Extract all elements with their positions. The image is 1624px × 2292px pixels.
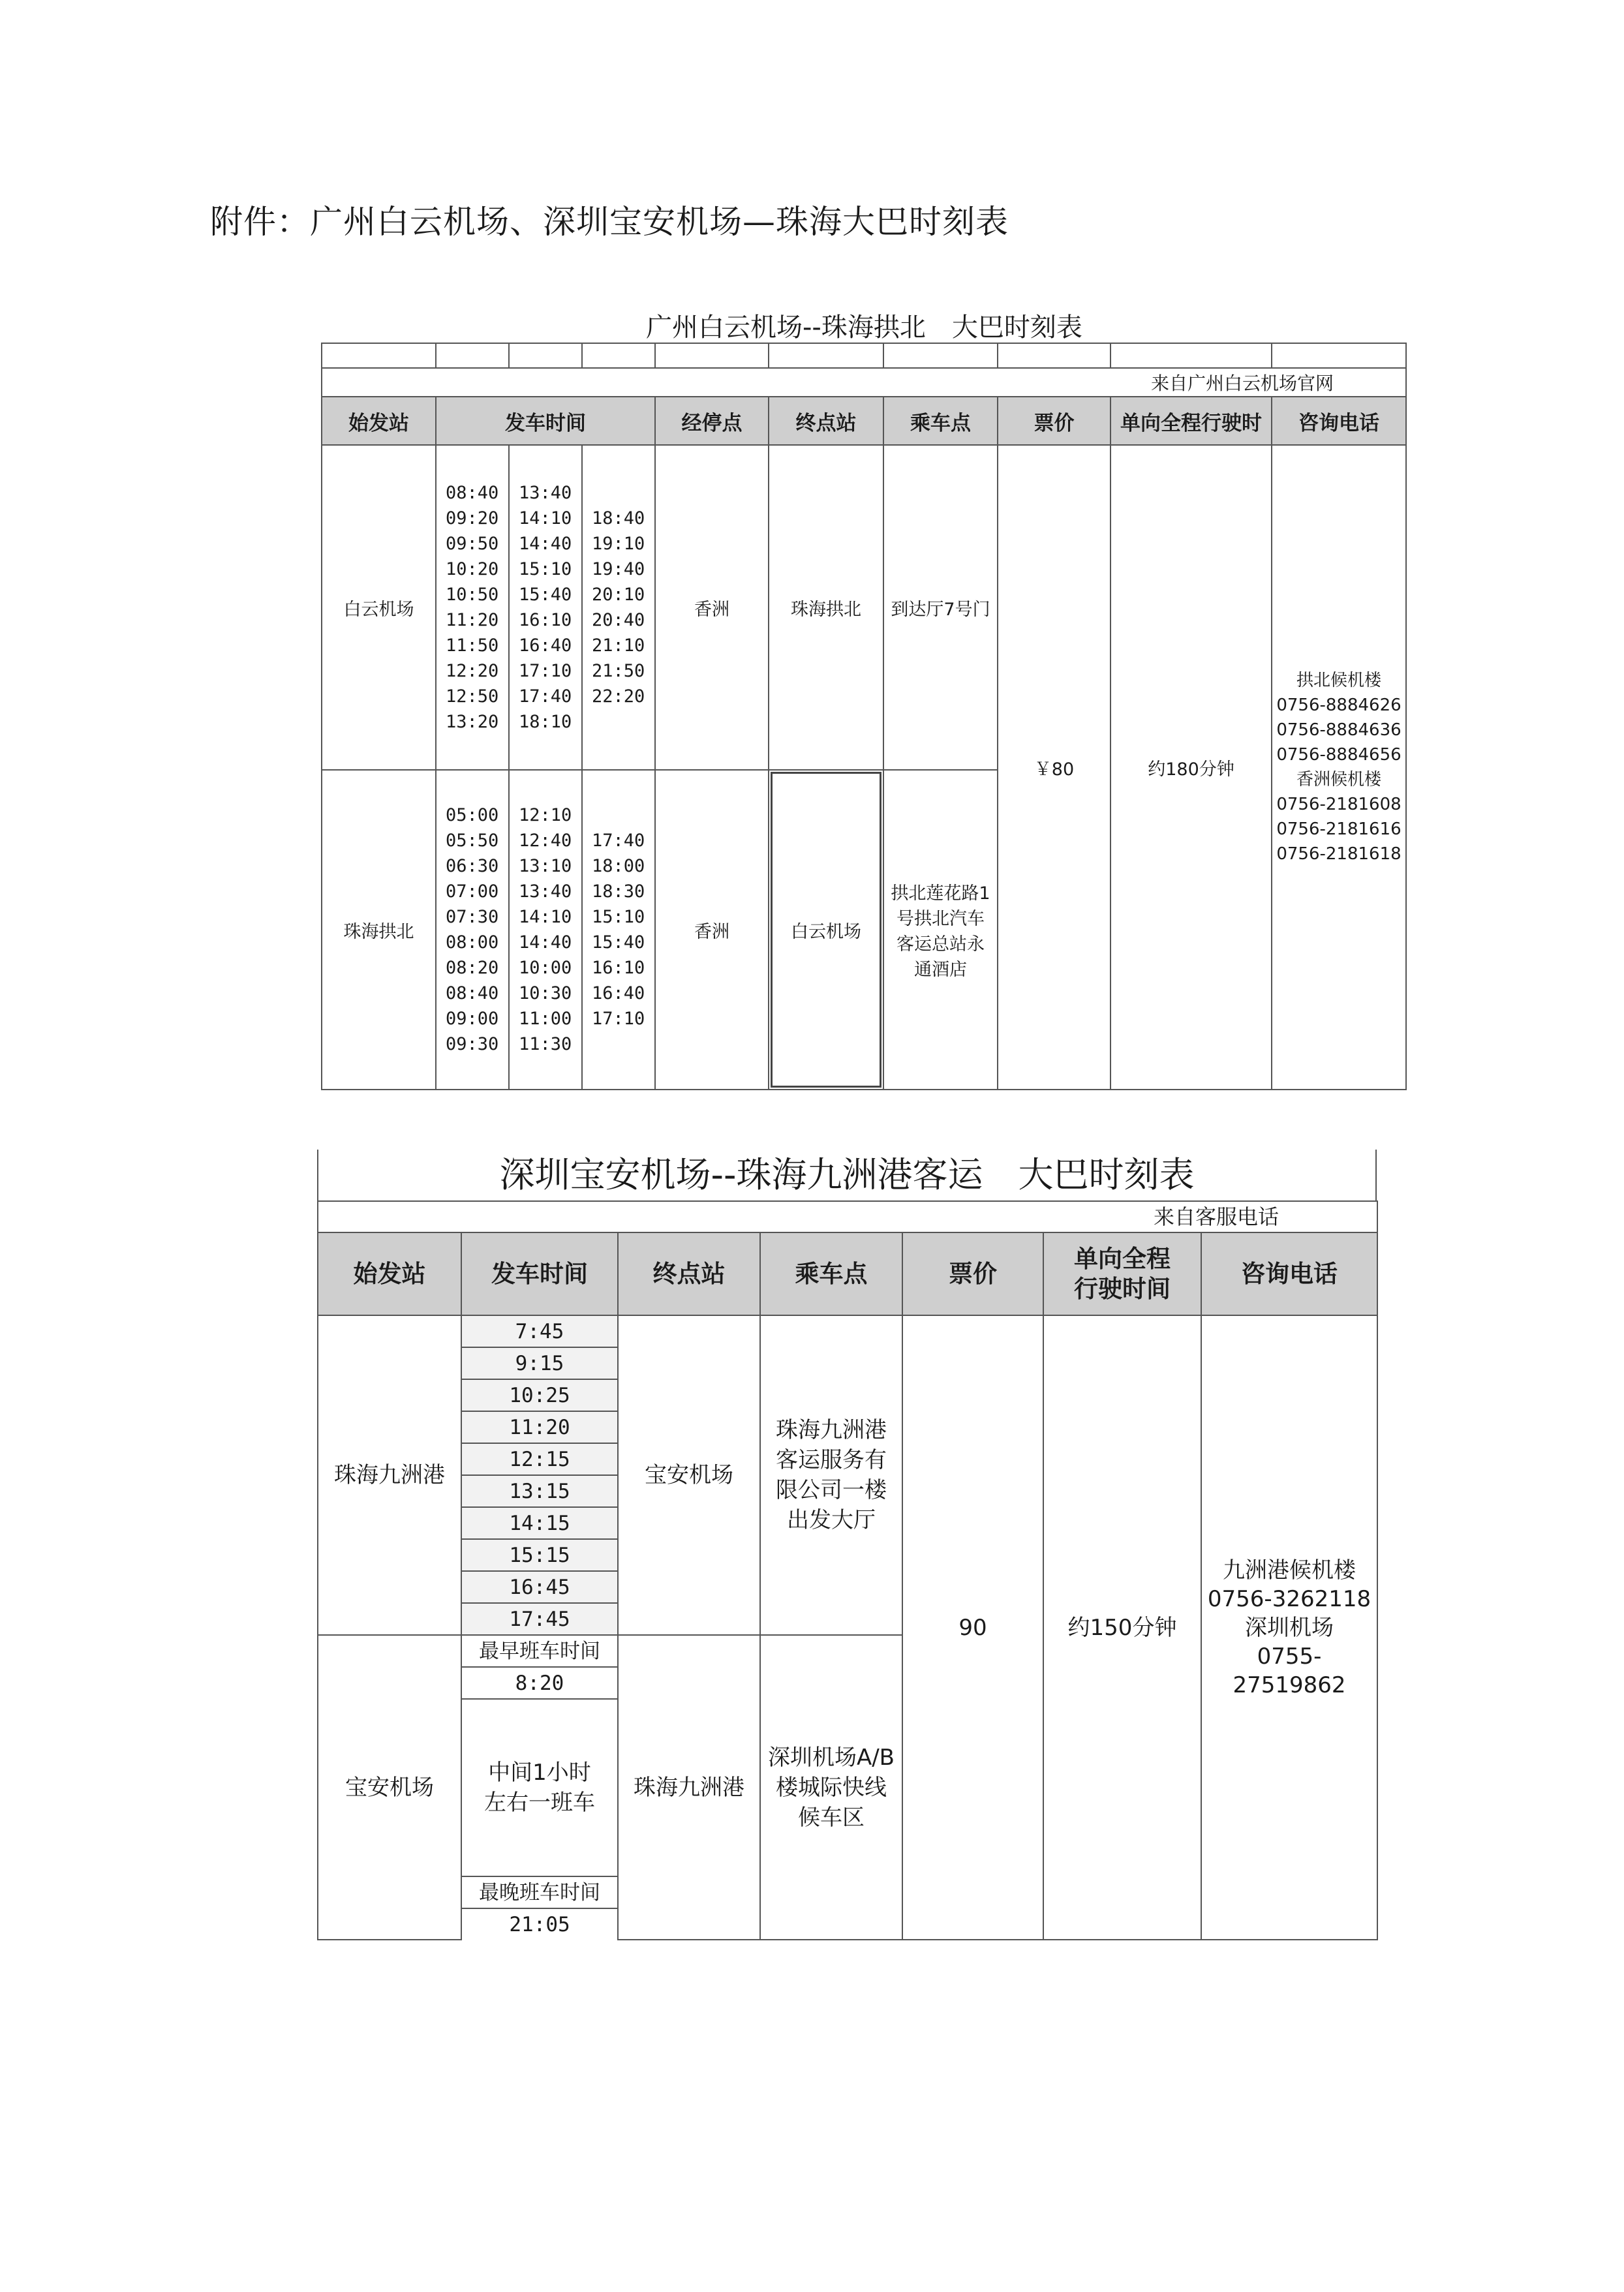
table1 bbox=[321, 343, 1407, 1090]
t2-header-departure: 发车时间 bbox=[461, 1232, 618, 1315]
t2-row2-boarding: 深圳机场A/B楼城际快线候车区 bbox=[760, 1635, 902, 1940]
table1-title: 广州白云机场--珠海拱北 大巴时刻表 bbox=[646, 313, 1082, 343]
t2-row1-boarding: 珠海九洲港客运服务有限公司一楼出发大厅 bbox=[760, 1315, 902, 1635]
header-destination: 终点站 bbox=[769, 397, 883, 445]
t2-row2-destination: 珠海九洲港 bbox=[618, 1635, 760, 1940]
t2-header-boarding: 乘车点 bbox=[760, 1232, 902, 1315]
header-origin: 始发站 bbox=[322, 397, 436, 445]
header-stop: 经停点 bbox=[655, 397, 769, 445]
t2-duration: 约150分钟 bbox=[1043, 1315, 1201, 1940]
duration: 约180分钟 bbox=[1111, 445, 1272, 1090]
row2-times-col2: 12:10 12:40 13:10 13:40 14:10 14:40 10:00 10:30 11:00 11:30 bbox=[509, 770, 582, 1090]
t2-header-fare: 票价 bbox=[902, 1232, 1043, 1315]
t2-time: 10:25 bbox=[461, 1379, 618, 1411]
row1-times-col2: 13:40 14:10 14:40 15:10 15:40 16:10 16:40 17:10 17:40 18:10 bbox=[509, 445, 582, 770]
table1-source: 来自广州白云机场官网 bbox=[322, 368, 1406, 397]
t2-latest-label: 最晚班车时间 bbox=[461, 1876, 618, 1908]
t2-time: 11:20 bbox=[461, 1411, 618, 1443]
page-heading: 附件：广州白云机场、深圳宝安机场—珠海大巴时刻表 bbox=[210, 203, 1009, 241]
fare: ￥80 bbox=[998, 445, 1111, 1090]
header-contact: 咨询电话 bbox=[1272, 397, 1406, 445]
t2-header-destination: 终点站 bbox=[618, 1232, 760, 1315]
row2-destination: 白云机场 bbox=[769, 770, 883, 1090]
t2-time: 14:15 bbox=[461, 1507, 618, 1539]
t2-time: 16:45 bbox=[461, 1571, 618, 1603]
row1-stop: 香洲 bbox=[655, 445, 769, 770]
t2-latest-time: 21:05 bbox=[461, 1908, 618, 1940]
t2-time: 9:15 bbox=[461, 1347, 618, 1379]
t2-row1-origin: 珠海九洲港 bbox=[318, 1315, 461, 1635]
row1-boarding: 到达厅7号门 bbox=[883, 445, 998, 770]
t2-time: 7:45 bbox=[461, 1315, 618, 1347]
table2-source: 来自客服电话 bbox=[318, 1201, 1377, 1232]
strip-cell bbox=[322, 343, 436, 368]
row2-origin: 珠海拱北 bbox=[322, 770, 436, 1090]
t2-contact-info: 九洲港候机楼 0756-3262118 深圳机场 0755-27519862 bbox=[1201, 1315, 1377, 1940]
t2-header-origin: 始发站 bbox=[318, 1232, 461, 1315]
header-fare: 票价 bbox=[998, 397, 1111, 445]
t2-earliest-label: 最早班车时间 bbox=[461, 1635, 618, 1667]
t2-header-duration: 单向全程 行驶时间 bbox=[1043, 1232, 1201, 1315]
row2-times-col1: 05:00 05:50 06:30 07:00 07:30 08:00 08:20 08:40 09:00 09:30 bbox=[436, 770, 509, 1090]
t2-header-contact: 咨询电话 bbox=[1201, 1232, 1377, 1315]
row1-times-col3: 18:40 19:10 19:40 20:10 20:40 21:10 21:50 22:20 bbox=[582, 445, 655, 770]
t2-row2-origin: 宝安机场 bbox=[318, 1635, 461, 1940]
header-boarding: 乘车点 bbox=[883, 397, 998, 445]
row1-origin: 白云机场 bbox=[322, 445, 436, 770]
row1-times-col1: 08:40 09:20 09:50 10:20 10:50 11:20 11:50 12:20 12:50 13:20 bbox=[436, 445, 509, 770]
row1-destination: 珠海拱北 bbox=[769, 445, 883, 770]
t2-time: 17:45 bbox=[461, 1603, 618, 1635]
t2-time: 15:15 bbox=[461, 1539, 618, 1571]
t2-interval: 中间1小时左右一班车 bbox=[461, 1699, 618, 1876]
t2-earliest-time: 8:20 bbox=[461, 1667, 618, 1699]
header-departure: 发车时间 bbox=[436, 397, 655, 445]
t2-fare: 90 bbox=[902, 1315, 1043, 1940]
row2-stop: 香洲 bbox=[655, 770, 769, 1090]
header-duration: 单向全程行驶时 bbox=[1111, 397, 1272, 445]
t2-row1-destination: 宝安机场 bbox=[618, 1315, 760, 1635]
table2 bbox=[317, 1200, 1378, 1940]
t2-time: 12:15 bbox=[461, 1443, 618, 1475]
row2-boarding: 拱北莲花路1号拱北汽车客运总站永通酒店 bbox=[883, 770, 998, 1090]
table2-title: 深圳宝安机场--珠海九洲港客运 大巴时刻表 bbox=[317, 1150, 1377, 1200]
t2-time: 13:15 bbox=[461, 1475, 618, 1507]
row2-times-col3: 17:40 18:00 18:30 15:10 15:40 16:10 16:40 17:10 bbox=[582, 770, 655, 1090]
contact-info: 拱北候机楼 0756-8884626 0756-8884636 0756-8884656 香洲候机楼 0756-2181608 0756-2181616 0756-2181618 bbox=[1272, 445, 1406, 1090]
